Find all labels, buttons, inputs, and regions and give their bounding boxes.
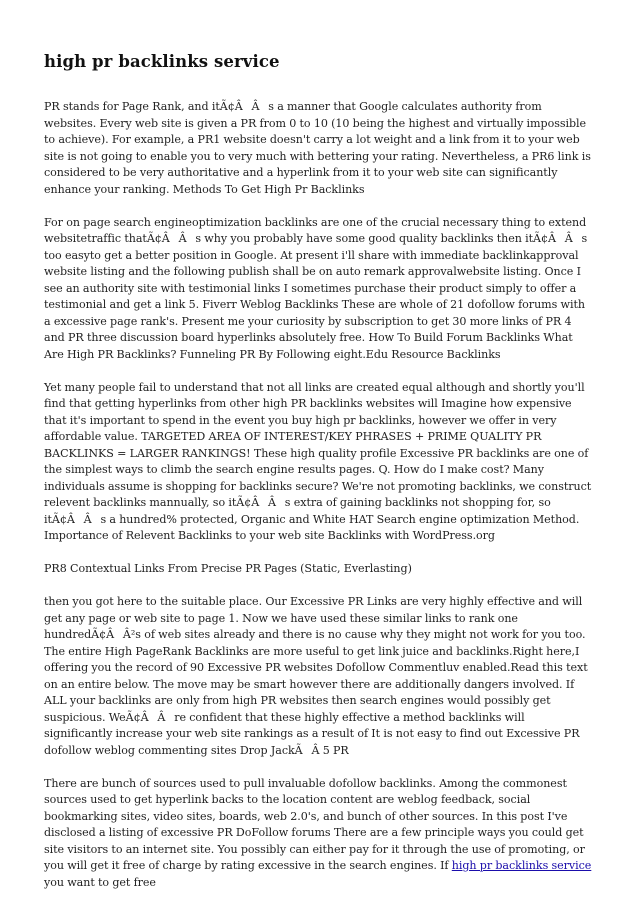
paragraph-6-text-after-link: you want to get free bbox=[44, 875, 156, 889]
paragraph-6-text-before-link: There are bunch of sources used to pull invaluable dofollow backlinks. Among the commonest sources used to get hyperlink backs to the location content are weblog feedback, social bookmarking sites, video sites, boards, web 2.0's, and bunch of other sources. In this post I've disclosed a listing of excessive PR DoFollow forums There are a few principle ways you could get site visitors to an internet site. You possibly can either pay for it through the use of promoting, or you will get it free of charge by rating excessive in the search engines. If bbox=[44, 776, 585, 872]
document-title: high pr backlinks service bbox=[44, 52, 280, 71]
high-pr-backlinks-service-link[interactable]: high pr backlinks service bbox=[451, 859, 592, 872]
paragraph-1: PR stands for Page Rank, and itÃ¢ÂÂs a manner that Google calculates authority from websites. Every web site is given a PR from 0 to 10 (10 being the highest and virtually impossible to achieve). For example, a PR1 website doesn't carry a lot weight and a link from it to your web site is not going to enable you to very much with bettering your rating. Nevertheless, a PR6 link is considered to be very authoritative and a hyperlink from it to your web site can significantly enhance your ranking. Methods To Get High Pr Backlinks bbox=[44, 100, 591, 196]
paragraph-6 bbox=[44, 776, 594, 892]
paragraph-4: PR8 Contextual Links From Precise PR Pages (Static, Everlasting) bbox=[44, 562, 412, 575]
paragraph-3: Yet many people fail to understand that not all links are created equal although and shortly you'll find that getting hyperlinks from other high PR backlinks websites will Imagine how expensive that it's important to spend in the event you buy high pr backlinks, however we offer in very affordable value. TARGETED AREA OF INTEREST/KEY PHRASES + PRIME QUALITY PR BACKLINKS = LARGER RANKINGS! These high quality profile Excessive PR backlinks are one of the simplest ways to climb the search engine results pages. Q. How do I make cost? Many individuals assume is shopping for backlinks secure? We're not promoting backlinks, we construct relevent backlinks mannually, so itÃ¢ÂÂs extra of gaining backlinks not shopping for, so itÃ¢ÂÂs a hundred% protected, Organic and White HAT Search engine optimization Method. Importance of Relevent Backlinks to your web site Backlinks with WordPress.org bbox=[44, 380, 592, 542]
paragraph-5: then you got here to the suitable place. Our Excessive PR Links are very highly effective and will get any page or web site to page 1. Now we have used these similar links to rank one hundredÃ¢ÂÂ²s of web sites already and there is no cause why they might not work for you too. The entire High PageRank Backlinks are more useful to get link juice and backlinks.Right here,I offering you the record of 90 Excessive PR websites Dofollow Commentluv enabled.Read this text on an entire below. The move may be smart however there are additionally dangers involved. If ALL your backlinks are only from high PR websites then search engines would possibly get suspicious. WeÃ¢ÂÂre confident that these highly effective a method backlinks will significantly increase your web site rankings as a result of It is not easy to find out Excessive PR dofollow weblog commenting sites Drop JackÃÂ 5 PR bbox=[44, 595, 588, 757]
paragraph-2: For on page search engineoptimization backlinks are one of the crucial necessary thing to extend websitetraffic thatÃ¢ÂÂs why you probably have some good quality backlinks then itÃ¢ÂÂs too easyto get a better position in Google. At present i'll share with immediate backlinkapproval website listing and the following publish shall be on auto remark approvalwebsite listing. Once I see an authority site with testimonial links I sometimes purchase their product simply to offer a testimonial and get a link 5. Fiverr Weblog Backlinks These are whole of 21 dofollow forums with a excessive page rank's. Present me your curiosity by subscription to get 30 more links of PR 4 and PR three discussion board hyperlinks absolutely free. How To Build Forum Backlinks What Are High PR Backlinks? Funneling PR By Following eight.Edu Resource Backlinks bbox=[44, 215, 588, 361]
